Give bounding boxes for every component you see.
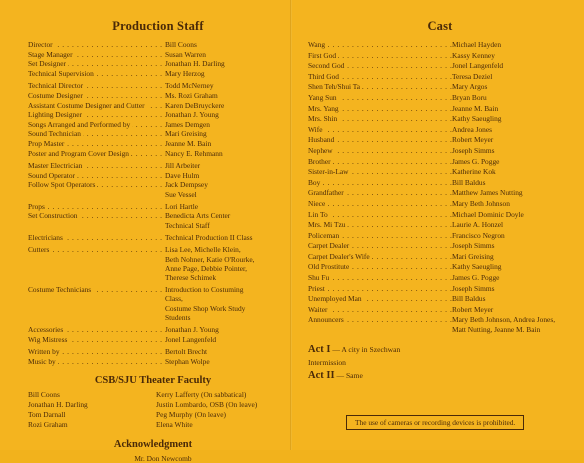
staff-role (28, 69, 165, 79)
cast-name: Andrea Jones (452, 124, 493, 134)
staff-names (165, 211, 278, 229)
staff-role-text: Wig Mistress (28, 334, 68, 344)
staff-name: Jonathan H. Darling (165, 59, 225, 69)
staff-role-text: Assistant Costume Designer and Cutter (28, 100, 145, 110)
staff-row (28, 357, 278, 367)
cast-role-text: Old Prostitute (308, 262, 350, 272)
faculty-column-1 (28, 390, 156, 429)
cast-role-text: Husband (308, 135, 335, 145)
faculty-member: Rozi Graham (28, 419, 68, 429)
cast-names (452, 210, 572, 221)
cast-role (308, 273, 452, 284)
staff-row (28, 101, 278, 111)
staff-name: Sue Vessel (165, 189, 197, 199)
staff-name: Jeanne M. Bain (165, 138, 212, 148)
cast-role-text: Wife (308, 124, 323, 134)
staff-role (28, 59, 165, 69)
cast-role (308, 241, 452, 252)
cast-name: Mary Argos (452, 82, 488, 92)
cast-names (452, 146, 572, 157)
staff-name: Jack Dempsey (165, 180, 208, 190)
staff-names (165, 59, 278, 69)
cast-row (308, 231, 572, 242)
staff-names (165, 180, 278, 198)
cast-name: James G. Pogge (452, 273, 500, 283)
cast-names (452, 93, 572, 104)
faculty-member: Justin Lombardo, OSB (On leave) (156, 400, 258, 410)
staff-name: Introduction to Costuming (165, 285, 244, 295)
staff-role-text: Prop Master (28, 138, 65, 148)
cast-names (452, 305, 572, 316)
faculty-member: Jonathan H. Darling (28, 400, 88, 410)
cast-name: Robert Meyer (452, 304, 494, 314)
staff-name: Jonathan J. Young (165, 110, 219, 120)
staff-name: Ms. Rozi Graham (165, 90, 218, 100)
staff-row (28, 81, 278, 91)
cast-role-text: Niece (308, 198, 326, 208)
staff-names (165, 149, 278, 159)
staff-row (28, 211, 278, 229)
cast-role-text: Second God (308, 61, 345, 71)
cast-name: Kassy Kenney (452, 50, 495, 60)
faculty-member: Kerry Lafferty (On sabbatical) (156, 390, 247, 400)
staff-name: Susan Warren (165, 49, 206, 59)
staff-row (28, 59, 278, 69)
cast-names (452, 284, 572, 295)
cast-name: Kathy Saeugling (452, 114, 502, 124)
cast-role-text: Mrs. Shin (308, 114, 338, 124)
cast-role (308, 252, 452, 263)
staff-name: Dave Hulm (165, 170, 200, 180)
cast-role-text: Third God (308, 71, 339, 81)
cast-names (452, 220, 572, 231)
staff-name: Jill Arbeiter (165, 161, 201, 171)
cast-name: Francisco Negron (452, 230, 505, 240)
act-1-desc: — A city in Szechwan (330, 344, 401, 354)
staff-role-text: Director (28, 40, 53, 49)
staff-row (28, 50, 278, 60)
cast-name: Jeanne M. Bain (452, 103, 499, 113)
staff-row (28, 335, 278, 345)
staff-role-text: Poster and Program Cover Design (28, 148, 129, 158)
staff-names (165, 233, 278, 243)
staff-role (28, 325, 165, 335)
staff-role (28, 245, 165, 282)
cast-name: Jonel Langenfeld (452, 61, 504, 71)
cast-name: Mari Greising (452, 251, 494, 261)
staff-role-text: Sound Technician (28, 129, 81, 139)
cast-row (308, 273, 572, 284)
cast-role-text: Unemployed Man (308, 294, 362, 304)
staff-row (28, 171, 278, 181)
staff-role-text: Technical Supervision (28, 68, 94, 78)
cast-name: Bill Baldus (452, 294, 486, 304)
cast-name: Laurie A. Honzel (452, 220, 504, 230)
cast-row (308, 135, 572, 146)
cast-role (308, 231, 452, 242)
staff-role-text: Set Construction (28, 211, 78, 221)
cast-row (308, 72, 572, 83)
staff-name: Students (165, 312, 191, 322)
cast-role-text: Priest (308, 283, 325, 293)
cast-name: Mary Beth Johnson (452, 198, 510, 208)
cast-names (452, 114, 572, 125)
cast-role-text: Announcers (308, 315, 344, 325)
cast-names (452, 51, 572, 62)
faculty-column-2 (156, 390, 257, 429)
staff-role-text: Follow Spot Operators (28, 180, 96, 190)
cast-row (308, 114, 572, 125)
cast-role-text: Mrs. Mi Tzu (308, 220, 346, 230)
cast-role (308, 104, 452, 115)
staff-name: Stephan Wolpe (165, 356, 210, 366)
cast-name: Bryan Boru (452, 92, 487, 102)
cast-role (308, 188, 452, 199)
staff-row (28, 245, 278, 282)
staff-role (28, 233, 165, 243)
cast-role (308, 61, 452, 72)
cast-names (452, 252, 572, 263)
cast-names (452, 178, 572, 189)
staff-role (28, 335, 165, 345)
cast-row (308, 305, 572, 316)
cast-role (308, 178, 452, 189)
cast-role-text: Mrs. Yang (308, 103, 339, 113)
cast-role (308, 135, 452, 146)
staff-names (165, 245, 278, 282)
staff-names (165, 202, 278, 212)
staff-role-text: Written by (28, 347, 60, 357)
cast-role (308, 284, 452, 295)
staff-row (28, 139, 278, 149)
cast-name: Michael Dominic Doyle (452, 209, 524, 219)
staff-row (28, 285, 278, 322)
staff-row (28, 325, 278, 335)
cast-name: Kathy Saeugling (452, 262, 502, 272)
staff-role (28, 202, 165, 212)
staff-role-text: Music by (28, 356, 56, 366)
cast-role-text: Shu Fu (308, 273, 330, 283)
cast-name: Teresa Deziel (452, 71, 493, 81)
staff-names (165, 120, 278, 130)
cast-role (308, 315, 452, 333)
cast-role (308, 51, 452, 62)
cast-row (308, 252, 572, 263)
cast-role (308, 199, 452, 210)
cast-names (452, 231, 572, 242)
staff-name: Benedicta Arts Center (165, 211, 231, 221)
staff-names (165, 129, 278, 139)
staff-row (28, 161, 278, 171)
staff-name: Lori Hartle (165, 201, 199, 211)
staff-names (165, 325, 278, 335)
staff-role (28, 139, 165, 149)
cast-role-text: Nephew (308, 145, 333, 155)
staff-role (28, 180, 165, 198)
cast-row (308, 262, 572, 273)
staff-row (28, 180, 278, 198)
cast-role-text: Shen Teh/Shui Ta (308, 82, 361, 92)
staff-names (165, 91, 278, 101)
cast-names (452, 167, 572, 178)
act-2-label: Act II (308, 369, 335, 381)
staff-name: Bertolt Brecht (165, 347, 208, 357)
cast-row (308, 61, 572, 72)
cast-title: Cast (427, 19, 453, 33)
cast-role (308, 146, 452, 157)
staff-row (28, 40, 278, 50)
staff-name: Lisa Lee, Michelle Klein, (165, 245, 241, 255)
cast-role-text: Sister-in-Law (308, 167, 349, 177)
staff-name: Anne Page, Debbie Pointer, (165, 263, 248, 273)
cast-names (452, 294, 572, 305)
cast-name: Matt Nutting, Jeanne M. Bain (452, 324, 541, 334)
staff-role (28, 110, 165, 120)
staff-role-text: Songs Arranged and Performed by (28, 119, 131, 129)
cast-role-text: Carpet Dealer (308, 241, 350, 251)
cast-row (308, 146, 572, 157)
cast-row (308, 199, 572, 210)
cast-row (308, 315, 572, 333)
staff-name: Karen DeBruyckere (165, 100, 225, 110)
staff-name: James Demgen (165, 119, 210, 129)
cast-role-text: Lin To (308, 209, 328, 219)
cast-names (452, 157, 572, 168)
staff-role-text: Costume Technicians (28, 285, 92, 295)
cast-role (308, 114, 452, 125)
cast-name: Bill Baldus (452, 177, 486, 187)
cast-row (308, 104, 572, 115)
cast-row (308, 93, 572, 104)
staff-role (28, 120, 165, 130)
staff-role-text: Set Designer (28, 59, 66, 69)
cast-name: Katherine Kok (452, 167, 496, 177)
staff-names (165, 81, 278, 91)
cast-name: Michael Hayden (452, 40, 502, 49)
cast-names (452, 125, 572, 136)
faculty-list (28, 390, 278, 429)
cast-row (308, 51, 572, 62)
cast-name: James G. Pogge (452, 156, 500, 166)
staff-role (28, 50, 165, 60)
staff-row (28, 202, 278, 212)
staff-names (165, 101, 278, 111)
staff-role (28, 347, 165, 357)
cast-role-text: Boy (308, 177, 321, 187)
cast-role-text: Carpet Dealer's Wife (308, 251, 370, 261)
staff-name: Costume Shop Work Study (165, 303, 246, 313)
staff-role-text: Stage Manager (28, 49, 73, 59)
cast-names (452, 241, 572, 252)
intermission: Intermission (308, 357, 346, 367)
staff-role (28, 129, 165, 139)
cast-row (308, 241, 572, 252)
cast-row (308, 178, 572, 189)
cast-names (452, 40, 572, 51)
staff-name: Class, (165, 294, 183, 304)
cast-role-text: Waiter (308, 304, 328, 314)
cast-row (308, 284, 572, 295)
faculty-member: Bill Coons (28, 390, 60, 400)
staff-role-text: Master Electrician (28, 161, 83, 171)
staff-role-text: Accessories (28, 324, 64, 334)
act-2-desc: — Same (334, 370, 363, 380)
cast-names (452, 262, 572, 273)
staff-row (28, 129, 278, 139)
staff-names (165, 40, 278, 50)
staff-row (28, 110, 278, 120)
act-1 (308, 344, 572, 355)
cast-role (308, 72, 452, 83)
staff-role (28, 171, 165, 181)
cast-names (452, 72, 572, 83)
cast-role (308, 167, 452, 178)
staff-name: Technical Staff (165, 220, 210, 230)
staff-role (28, 40, 165, 50)
cast-role (308, 125, 452, 136)
cast-role (308, 93, 452, 104)
act-2 (308, 370, 572, 381)
faculty-title: CSB/SJU Theater Faculty (94, 375, 212, 387)
staff-name: Technical Production II Class (165, 232, 253, 242)
staff-name: Nancy E. Rehmann (165, 148, 223, 158)
staff-row (28, 233, 278, 243)
cast-role (308, 210, 452, 221)
staff-role-text: Costume Designer (28, 90, 83, 100)
staff-name: Mari Greising (165, 129, 207, 139)
staff-name: Jonathan J. Young (165, 324, 219, 334)
staff-role-text: Technical Director (28, 81, 84, 91)
cast-role (308, 157, 452, 168)
staff-names (165, 171, 278, 181)
staff-names (165, 69, 278, 79)
camera-notice: The use of cameras or recording devices is prohibited. (346, 415, 524, 430)
cast-names (452, 61, 572, 72)
staff-names (165, 335, 278, 345)
staff-name: Jonel Langenfeld (165, 334, 217, 344)
cast-names (452, 82, 572, 93)
cast-role (308, 40, 452, 51)
cast-row (308, 294, 572, 305)
staff-row (28, 69, 278, 79)
faculty-member: Elena White (156, 419, 193, 429)
cast-role (308, 262, 452, 273)
cast-row (308, 167, 572, 178)
cast-row (308, 157, 572, 168)
staff-role (28, 285, 165, 322)
faculty-member: Peg Murphy (On leave) (156, 409, 226, 419)
staff-role (28, 81, 165, 91)
staff-name: Therese Schimek (165, 272, 217, 282)
staff-row (28, 120, 278, 130)
staff-name: Beth Nohner, Katie O'Rourke, (165, 254, 255, 264)
cast-row (308, 210, 572, 221)
cast-name: Mary Beth Johnson, Andrea Jones, (452, 315, 556, 325)
cast-name: Joseph Simms (452, 241, 495, 251)
production-staff-title: Production Staff (112, 19, 204, 33)
cast-name: Joseph Simms (452, 145, 495, 155)
cast-row (308, 188, 572, 199)
faculty-member: Tom Darnall (28, 409, 66, 419)
right-page (292, 0, 584, 450)
cast-name: Matthew James Nutting (452, 188, 523, 198)
staff-role (28, 149, 165, 159)
cast-row (308, 40, 572, 51)
staff-names (165, 285, 278, 322)
cast-names (452, 273, 572, 284)
acknowledgment-name: Mr. Don Newcomb (134, 453, 192, 463)
staff-names (165, 347, 278, 357)
cast-names (452, 315, 572, 333)
staff-row (28, 149, 278, 159)
cast-role-text: Brother (308, 156, 331, 166)
staff-role-text: Props (28, 201, 45, 211)
cast-role (308, 294, 452, 305)
staff-name: Mary Herzog (165, 68, 205, 78)
staff-role (28, 357, 165, 367)
staff-names (165, 139, 278, 149)
staff-role-text: Electricians (28, 232, 63, 242)
staff-names (165, 50, 278, 60)
cast-role-text: Wang (308, 40, 326, 49)
cast-row (308, 125, 572, 136)
cast-name: Joseph Simms (452, 283, 495, 293)
staff-role-text: Sound Operator (28, 170, 76, 180)
cast-names (452, 188, 572, 199)
cast-role-text: Policeman (308, 230, 340, 240)
cast-role-text: First God (308, 50, 337, 60)
staff-role (28, 161, 165, 171)
act-1-label: Act I (308, 343, 331, 355)
staff-role-text: Cutters (28, 245, 50, 255)
staff-role-text: Lighting Designer (28, 110, 82, 120)
staff-role (28, 101, 165, 111)
cast-names (452, 199, 572, 210)
cast-names (452, 135, 572, 146)
cast-name: Robert Meyer (452, 135, 494, 145)
cast-role (308, 305, 452, 316)
cast-row (308, 220, 572, 231)
staff-names (165, 110, 278, 120)
staff-name: Todd McNerney (165, 81, 214, 91)
cast-role-text: Grandfather (308, 188, 344, 198)
staff-names (165, 161, 278, 171)
staff-row (28, 91, 278, 101)
cast-role (308, 220, 452, 231)
cast-names (452, 104, 572, 115)
production-staff-list (28, 40, 278, 366)
cast-role (308, 82, 452, 93)
staff-role (28, 91, 165, 101)
acknowledgment-title: Acknowledgment (113, 438, 193, 450)
staff-names (165, 357, 278, 367)
staff-role (28, 211, 165, 229)
staff-row (28, 347, 278, 357)
cast-role-text: Yang Sun (308, 92, 337, 102)
staff-name: Bill Coons (165, 40, 197, 49)
cast-row (308, 82, 572, 93)
cast-list (308, 40, 572, 334)
